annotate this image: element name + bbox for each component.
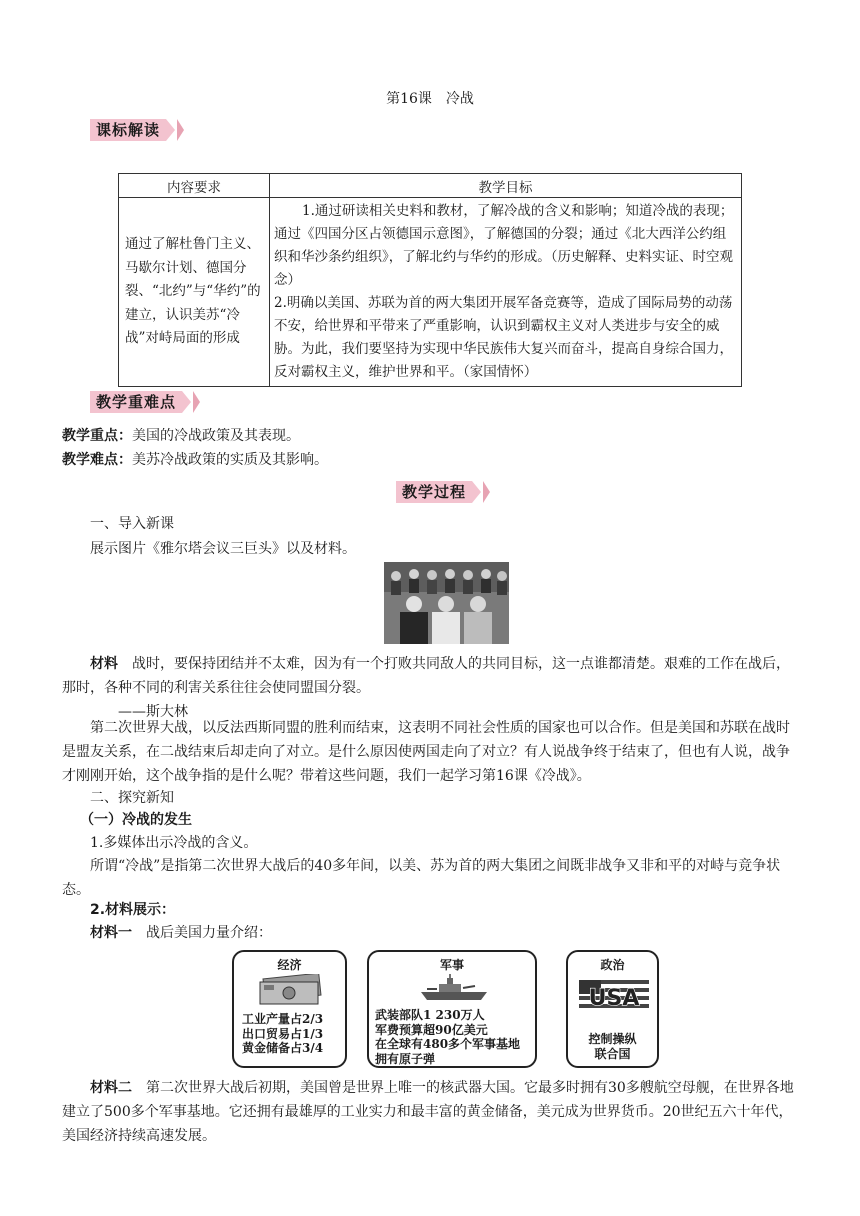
goals-cell [270, 198, 742, 387]
badge-arrow-icon [483, 481, 490, 503]
military-line-3: 在全球有480多个军事基地 [375, 1037, 521, 1051]
material1-line [90, 921, 830, 946]
cold-war-definition: 所谓“冷战”是指第二次世界大战后的40多年间，以美、苏为首的两大集团之间既非战争又非和平的对峙与竞争状态。 [62, 858, 781, 898]
yalta-photo [384, 562, 509, 644]
economy-line-1: 工业产量占2/3 [242, 1012, 324, 1026]
usa-logo-text: USA [588, 986, 640, 1010]
military-card [367, 950, 537, 1068]
military-line-1: 武装部队1 230万人 [375, 1008, 485, 1022]
dollar-bills-icon [256, 974, 326, 1010]
material1-text: 战后美国力量介绍： [146, 925, 272, 941]
badge-arrow-icon [182, 391, 191, 413]
show-picture-text: 展示图片《雅尔塔会议三巨头》以及材料。 [90, 541, 356, 557]
key-point-text: 美国的冷战政策及其表现。 [132, 428, 300, 444]
table-header-goals: 教学目标 [270, 174, 742, 198]
politics-line-2: 联合国 [594, 1046, 631, 1061]
material-paragraph [62, 652, 802, 700]
key-points-badge [90, 390, 200, 414]
difficulty-line [62, 448, 802, 473]
standards-badge-label: 课标解读 [90, 119, 166, 141]
material-text: 战时，要保持团结并不太难，因为有一个打败共同敌人的共同目标，这一点谁都清楚。艰难的工作在战后，那时，各种不同的利害关系往往会使同盟国分裂。 [62, 656, 790, 696]
goal-1: 1.通过研读相关史料和教材，了解冷战的含义和影响；知道冷战的表现；通过《四国分区占领德国示意图》，了解德国的分裂；通过《北大西洋公约组织和华沙条约组织》，了解北约与华约的形成。（历史解释、史料实证、时空观念） [274, 203, 734, 288]
goals-table [118, 173, 742, 387]
economy-line-2: 出口贸易占1/3 [242, 1026, 324, 1041]
economy-card [232, 950, 347, 1068]
material2-paragraph [62, 1076, 802, 1148]
page-title: 第16课 冷战 [386, 91, 474, 107]
key-point-label: 教学重点： [62, 428, 132, 444]
military-line-4: 拥有原子弹 [375, 1051, 436, 1066]
goal-2: 2.明确以美国、苏联为首的两大集团开展军备竞赛等，造成了国际局势的动荡不安，给世界和平带来了严重影响，认识到霸权主义对人类进步与安全的威胁。为此，我们要坚持为实现中华民族伟大复兴而奋斗，提高自身综合国力，反对霸权主义，维护世界和平。（家国情怀） [274, 295, 733, 380]
step-1: 1.多媒体出示冷战的含义。 [90, 835, 258, 851]
process-badge [396, 480, 490, 504]
politics-card [566, 950, 659, 1068]
content-requirement-cell: 通过了解杜鲁门主义、马歇尔计划、德国分裂、“北约”与“华约”的建立，认识美苏“冷战”对峙局面的形成 [119, 198, 270, 387]
process-badge-label: 教学过程 [396, 481, 472, 503]
material1-label: 材料一 [90, 925, 132, 941]
key-point-line [62, 424, 802, 449]
section-intro-heading: 一、导入新课 [90, 516, 174, 532]
economy-card-title: 经济 [277, 958, 302, 972]
intro-paragraph: 第二次世界大战，以反法西斯同盟的胜利而结束，这表明不同社会性质的国家也可以合作。但是美国和苏联在战时是盟友关系，在二战结束后却走向了对立。是什么原因使两国走向了对立？有人说战争终于结束了，但也有人说，战争才刚刚开始，这个战争指的是什么呢？带着这些问题，我们一起学习第16课《冷战》。 [62, 720, 790, 784]
material-source: ——斯大林 [118, 704, 188, 720]
politics-line-1: 控制操纵 [588, 1032, 637, 1046]
badge-arrow-icon [166, 119, 175, 141]
key-points-badge-label: 教学重难点 [90, 391, 182, 413]
material2-label: 材料二 [90, 1080, 132, 1096]
badge-arrow-icon [472, 481, 481, 503]
badge-arrow-icon [177, 119, 184, 141]
difficulty-text: 美苏冷战政策的实质及其影响。 [132, 452, 328, 468]
table-header-requirement: 内容要求 [119, 174, 270, 198]
warship-icon [419, 974, 489, 1006]
difficulty-label: 教学难点： [62, 452, 132, 468]
material2-text: 第二次世界大战后初期，美国曾是世界上唯一的核武器大国。它最多时拥有30多艘航空母舰，在世界各地建立了500多个军事基地。它还拥有最雄厚的工业实力和最丰富的黄金储备，美元成为世界货币。20世纪五六十年代，美国经济持续高速发展。 [62, 1080, 794, 1144]
section-explore-heading: 二、探究新知 [90, 790, 174, 806]
military-card-title: 军事 [439, 958, 464, 972]
economy-line-3: 黄金储备占3/4 [242, 1041, 324, 1055]
standards-badge [90, 118, 184, 142]
material-label: 材料 [90, 656, 118, 672]
step-2: 2.材料展示： [90, 902, 176, 918]
military-line-2: 军费预算超90亿美元 [375, 1022, 488, 1037]
usa-flag-logo [579, 980, 649, 1014]
subsection-heading: （一）冷战的发生 [80, 812, 192, 828]
badge-arrow-icon [193, 391, 200, 413]
politics-card-title: 政治 [600, 958, 625, 972]
